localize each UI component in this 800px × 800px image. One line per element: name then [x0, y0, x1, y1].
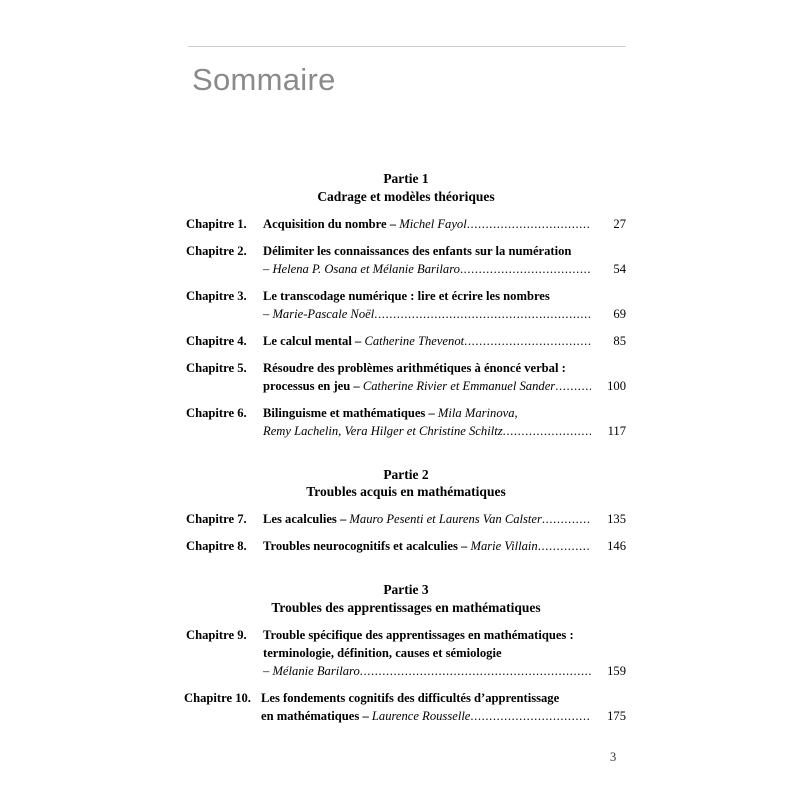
- toc-entry-page-number: 175: [607, 708, 626, 723]
- toc-entry[interactable]: [186, 689, 626, 725]
- toc-entry-title: Acquisition du nombre –: [263, 216, 400, 231]
- toc-entry-line: [263, 644, 626, 662]
- part-heading: [186, 170, 626, 206]
- table-of-contents: [186, 170, 626, 734]
- toc-entry-body: [263, 359, 626, 395]
- dot-leader: [503, 422, 591, 440]
- toc-entry-body: [263, 537, 626, 555]
- toc-entry-label: Chapitre 8.: [186, 539, 247, 554]
- toc-entry-title: Résoudre des problèmes arithmétiques à énoncé verbal :: [263, 360, 566, 375]
- toc-entry-page-number: 27: [613, 216, 626, 231]
- toc-entry-line: [263, 359, 626, 377]
- toc-entry-page-number: 69: [613, 306, 626, 321]
- part-heading: [186, 581, 626, 617]
- toc-entry-title: Troubles neurocognitifs et acalculies –: [263, 539, 471, 554]
- toc-entry-line: [263, 305, 626, 323]
- toc-entry-text: [263, 242, 571, 260]
- toc-entry-author: Catherine Thevenot: [364, 333, 465, 348]
- toc-entry-text: [263, 377, 555, 395]
- toc-entry-text: [263, 422, 503, 440]
- toc-entry-body: [263, 510, 626, 528]
- toc-entry-title: Bilinguisme et mathématiques –: [263, 405, 438, 420]
- toc-entry[interactable]: [186, 215, 626, 233]
- toc-entry-text: [263, 215, 467, 233]
- toc-entry-page-number: 54: [613, 261, 626, 276]
- toc-entry-text: [263, 510, 542, 528]
- toc-entry-label: Chapitre 6.: [186, 405, 247, 420]
- page-title: Sommaire: [192, 62, 336, 97]
- part-name: Cadrage et modèles théoriques: [317, 188, 495, 204]
- toc-entry-line: [263, 242, 626, 260]
- toc-entry-page-number: 117: [607, 423, 626, 438]
- toc-entry[interactable]: [186, 537, 626, 555]
- toc-entry-line: [263, 626, 626, 644]
- toc-entry[interactable]: [186, 510, 626, 528]
- toc-entry-text: [263, 287, 550, 305]
- toc-entry-page-number: 146: [607, 539, 626, 554]
- toc-entry-line: [261, 707, 626, 725]
- toc-entry-line: [261, 689, 626, 707]
- toc-entry-label: Chapitre 4.: [186, 333, 247, 348]
- toc-entry-text: [263, 260, 460, 278]
- part-section: [186, 466, 626, 502]
- dot-leader: [470, 707, 591, 725]
- toc-entry-page-number: 100: [607, 378, 626, 393]
- toc-entry-title: Délimiter les connaissances des enfants sur la numération: [263, 243, 572, 258]
- dot-leader: [360, 662, 591, 680]
- toc-entry-text: [263, 359, 566, 377]
- toc-entry-text: [263, 662, 360, 680]
- toc-entry-body: [261, 689, 626, 725]
- dot-leader: [542, 510, 591, 528]
- toc-entry[interactable]: [186, 242, 626, 278]
- toc-entry-author: – Marie-Pascale Noël: [263, 306, 375, 321]
- part-section: [186, 581, 626, 617]
- toc-entry-author: – Helena P. Osana et Mélanie Barilaro: [263, 261, 460, 276]
- toc-entry-author: Laurence Rousselle: [371, 708, 471, 723]
- toc-entry-label: Chapitre 3.: [186, 288, 247, 303]
- toc-entry-body: [263, 287, 626, 323]
- toc-entry-text: [263, 644, 502, 662]
- toc-entry-author: – Mélanie Barilaro: [263, 663, 360, 678]
- toc-entry-line: [263, 537, 626, 555]
- part-name: Troubles acquis en mathématiques: [306, 484, 506, 500]
- toc-entry-author: Mila Marinova,: [437, 405, 518, 420]
- toc-entry[interactable]: [186, 626, 626, 680]
- toc-entry-label: Chapitre 10.: [184, 690, 251, 705]
- part-number: Partie 2: [383, 466, 429, 482]
- toc-entry-body: [263, 215, 626, 233]
- toc-entry-text: [263, 404, 518, 422]
- toc-entry-text: [261, 707, 470, 725]
- dot-leader: [538, 537, 591, 555]
- dot-leader: [464, 332, 591, 350]
- toc-entry-label: Chapitre 9.: [186, 627, 247, 642]
- toc-entry-page-number: 85: [613, 333, 626, 348]
- dot-leader: [555, 377, 591, 395]
- toc-entry-title: Les acalculies –: [263, 512, 350, 527]
- toc-entry[interactable]: [186, 287, 626, 323]
- part-section: [186, 170, 626, 206]
- toc-entry-line: [263, 662, 626, 680]
- toc-entry-title: Le calcul mental –: [263, 333, 365, 348]
- toc-entry-line: [263, 287, 626, 305]
- toc-entry-line: [263, 332, 626, 350]
- toc-entry[interactable]: [186, 332, 626, 350]
- toc-entry-text: [263, 626, 574, 644]
- toc-entry-body: [263, 404, 626, 440]
- toc-entry-title: processus en jeu –: [263, 378, 363, 393]
- toc-entry-page-number: 135: [607, 512, 626, 527]
- dot-leader: [467, 215, 591, 233]
- toc-entry-label: Chapitre 1.: [186, 216, 247, 231]
- toc-entry[interactable]: [186, 359, 626, 395]
- toc-entry[interactable]: [186, 404, 626, 440]
- toc-entry-author: Mauro Pesenti et Laurens Van Calster: [349, 512, 542, 527]
- toc-entry-title: Trouble spécifique des apprentissages en mathématiques :: [263, 627, 574, 642]
- toc-entry-text: [263, 537, 538, 555]
- toc-entry-line: [263, 404, 626, 422]
- toc-entry-body: [263, 242, 626, 278]
- toc-entry-label: Chapitre 2.: [186, 243, 247, 258]
- toc-entry-line: [263, 510, 626, 528]
- toc-entry-author: Remy Lachelin, Vera Hilger et Christine Schiltz: [263, 423, 503, 438]
- toc-entry-label: Chapitre 7.: [186, 512, 247, 527]
- toc-entry-title: en mathématiques –: [261, 708, 372, 723]
- toc-entry-author: Catherine Rivier et Emmanuel Sander: [362, 378, 556, 393]
- page-number-folio: 3: [610, 750, 617, 764]
- toc-entry-line: [263, 260, 626, 278]
- toc-entry-page-number: 159: [607, 663, 626, 678]
- toc-entry-title: Les fondements cognitifs des difficultés d’apprentissage: [261, 690, 560, 705]
- toc-entry-title: Le transcodage numérique : lire et écrire les nombres: [263, 288, 550, 303]
- toc-entry-text: [263, 305, 374, 323]
- toc-entry-author: Michel Fayol: [399, 216, 467, 231]
- dot-leader: [374, 305, 591, 323]
- toc-entry-body: [263, 626, 626, 680]
- toc-entry-text: [261, 689, 559, 707]
- toc-entry-line: [263, 215, 626, 233]
- part-heading: [186, 466, 626, 502]
- dot-leader: [460, 260, 591, 278]
- part-number: Partie 3: [383, 582, 429, 598]
- toc-entry-title: terminologie, définition, causes et sémiologie: [263, 645, 502, 660]
- part-name: Troubles des apprentissages en mathématiques: [271, 600, 541, 616]
- header-divider: [188, 46, 626, 47]
- part-number: Partie 1: [383, 171, 429, 186]
- toc-entry-line: [263, 422, 626, 440]
- toc-entry-body: [263, 332, 626, 350]
- toc-entry-author: Marie Villain: [470, 539, 538, 554]
- toc-entry-text: [263, 332, 464, 350]
- toc-entry-line: [263, 377, 626, 395]
- toc-entry-label: Chapitre 5.: [186, 360, 247, 375]
